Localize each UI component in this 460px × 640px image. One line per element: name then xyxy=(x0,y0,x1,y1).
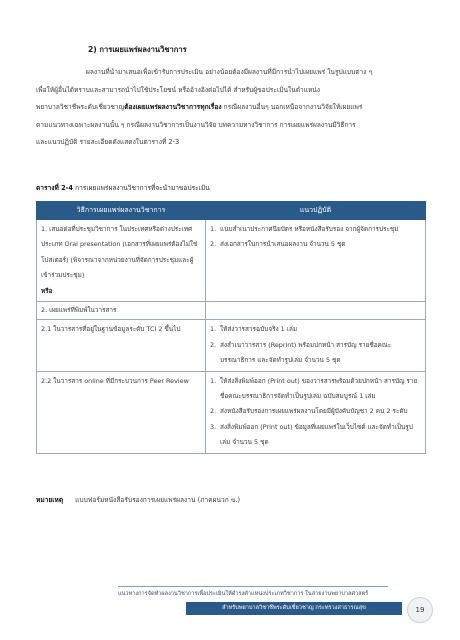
guideline-item xyxy=(210,237,421,252)
guideline-item xyxy=(210,222,421,237)
item-number: 1. xyxy=(210,376,217,385)
paragraph-emphasis: ต้องเผยแพร่ผลงานวิชาการทุกเรื่อง xyxy=(124,103,222,112)
table-row xyxy=(37,220,426,302)
footer-title: แนวทางการจัดทำผลงานวิชาการเพื่อประเมินให้ดำรงตำแหน่งประเภทวิชาการ ในสายงานพยาบาลศาสตร์ xyxy=(118,591,369,597)
item-number: 3. xyxy=(210,422,217,431)
paragraph-text: กรณีผลงานอื่นๆ นอกเหนือจากงานวิจัยให้เผยแพร่ xyxy=(221,103,363,112)
paragraph-line: และแนวปฏิบัติ รายละเอียดดังแสดงในตารางที่ 2-3 xyxy=(36,138,180,147)
paragraph-line: ตามแนวทางเฉพาะผลงานนั้น ๆ กรณีผลงานวิชาการเป็นงานวิจัย บทความทางวิชาการ การเผยแพร่ผลงานมีวิธีการ xyxy=(36,120,356,129)
item-number: 2. xyxy=(210,407,217,416)
footer-subtitle-bar: สำหรับพยาบาลวิชาชีพระดับเชี่ยวชาญ กระทรวงสาธารณสุข xyxy=(186,602,402,615)
body-paragraph xyxy=(36,64,428,152)
table-caption xyxy=(36,182,210,193)
item-text: ส่งเอกสารในการนำเสนอผลงาน จำนวน 5 ชุด xyxy=(220,240,346,249)
guideline-item xyxy=(210,420,421,451)
page-number: 19 xyxy=(407,597,433,623)
table-header-guideline: แนวปฏิบัติ xyxy=(206,202,426,220)
paragraph-line: ผลงานที่นำมาเสนอเพื่อเข้ารับการประเมิน อย่างน้อยต้องมีผลงานที่มีการนำไปเผยแพร่ ในรูปแบบต่าง ๆ xyxy=(86,68,373,76)
guideline-item xyxy=(210,338,421,369)
method-text: 1. เสนอต่อที่ประชุมวิชาการ ในประเทศหรือต่างประเทศ ประเภท Oral presentation (เอกสารที่เผยแพร่ต้องไม่ใช่โปสเตอร์) (พิจารณาจากหน่วยงานที่จัดการประชุมและผู้เข้าร่วมประชุม) xyxy=(41,225,198,280)
item-number: 2. xyxy=(210,240,217,249)
table-header-row xyxy=(37,202,426,220)
remark-text: แบบฟอร์มหนังสือรับรองการเผยแพร่ผลงาน (ภาคผนวก ฃ.) xyxy=(75,496,241,504)
item-number: 1. xyxy=(210,225,217,233)
table-row xyxy=(37,302,426,320)
table-row xyxy=(37,371,426,453)
item-text: ส่งสิ่งพิมพ์ออก (Print out) ข้อมูลที่เผยแพร่ในเว็บไซต์ และจัดทำเป็นรูปเล่ม จำนวน 5 ชุด xyxy=(220,422,413,447)
item-number: 2. xyxy=(210,340,217,349)
or-label: หรือ xyxy=(41,286,53,295)
item-number: 1. xyxy=(210,325,217,334)
table-row xyxy=(37,320,426,371)
paragraph-text: พยาบาลวิชาชีพระดับเชี่ยวชาญ xyxy=(36,103,125,112)
paragraph-line: เพื่อให้ผู้อื่นได้ทราบและสามารถนำไปใช้ประโยชน์ หรืออ้างอิงต่อไปได้ สำหรับผู้ขอประเมินในตำแหน่ง xyxy=(36,85,321,94)
table-cell-method xyxy=(37,220,206,302)
item-text: แนบสำเนาประกาศนียบัตร หรือหนังสือรับรอง จากผู้จัดการประชุม xyxy=(220,225,399,233)
table-cell-guideline xyxy=(206,220,426,302)
item-text: ส่งสำเนาวารสาร (Reprint) พร้อมปกหน้า สารบัญ รายชื่อคณะบรรณาธิการ และจัดทำรูปเล่ม จำนวน 5 ชุด xyxy=(220,340,392,365)
footer-divider xyxy=(118,586,388,587)
table-cell-guideline xyxy=(206,302,426,320)
item-text: ให้ส่งสิ่งพิมพ์ออก (Print out) ของวารสารพร้อมด้วยปกหน้า สารบัญ รายชื่อคณะบรรณาธิการจัดทำเป็นรูปเล่ม ฉบับสมบูรณ์ 1 เล่ม xyxy=(220,376,418,401)
section-heading: 2) การเผยแพร่ผลงานวิชาการ xyxy=(88,45,187,54)
guideline-item xyxy=(210,322,421,337)
table-cell-guideline xyxy=(206,371,426,453)
table-cell-method: 2. เผยแพร่ที่พิมพ์ในวารสาร xyxy=(37,302,206,320)
table-cell-guideline xyxy=(206,320,426,371)
guideline-item xyxy=(210,404,421,419)
item-text: ส่งหนังสือรับรองการเผยแพร่ผลงานโดยมีผู้บังคับบัญชา 2 คน 2 ระดับ xyxy=(220,407,408,416)
table-cell-method: 2.1 ในวารสารที่อยู่ในฐานข้อมูลระดับ TCI 2 ขึ้นไป xyxy=(37,320,206,371)
guideline-item xyxy=(210,374,421,405)
paragraph-line xyxy=(36,99,428,117)
table-header-method: วิธีการเผยแพร่ผลงานวิชาการ xyxy=(37,202,206,220)
table-caption-label: ตารางที่ 2-4 xyxy=(36,184,74,192)
publication-table xyxy=(36,201,426,454)
remark xyxy=(36,494,240,505)
remark-label: หมายเหตุ xyxy=(36,496,64,504)
item-text: ให้ส่งวารสารฉบับจริง 1 เล่ม xyxy=(220,325,298,334)
table-caption-text: การเผยแพร่ผลงานวิชาการที่จะนำมาขอประเมิน xyxy=(73,184,210,192)
table-cell-method: 2.2 ในวารสาร online ที่มีกระบวนการ Peer Review xyxy=(37,371,206,453)
